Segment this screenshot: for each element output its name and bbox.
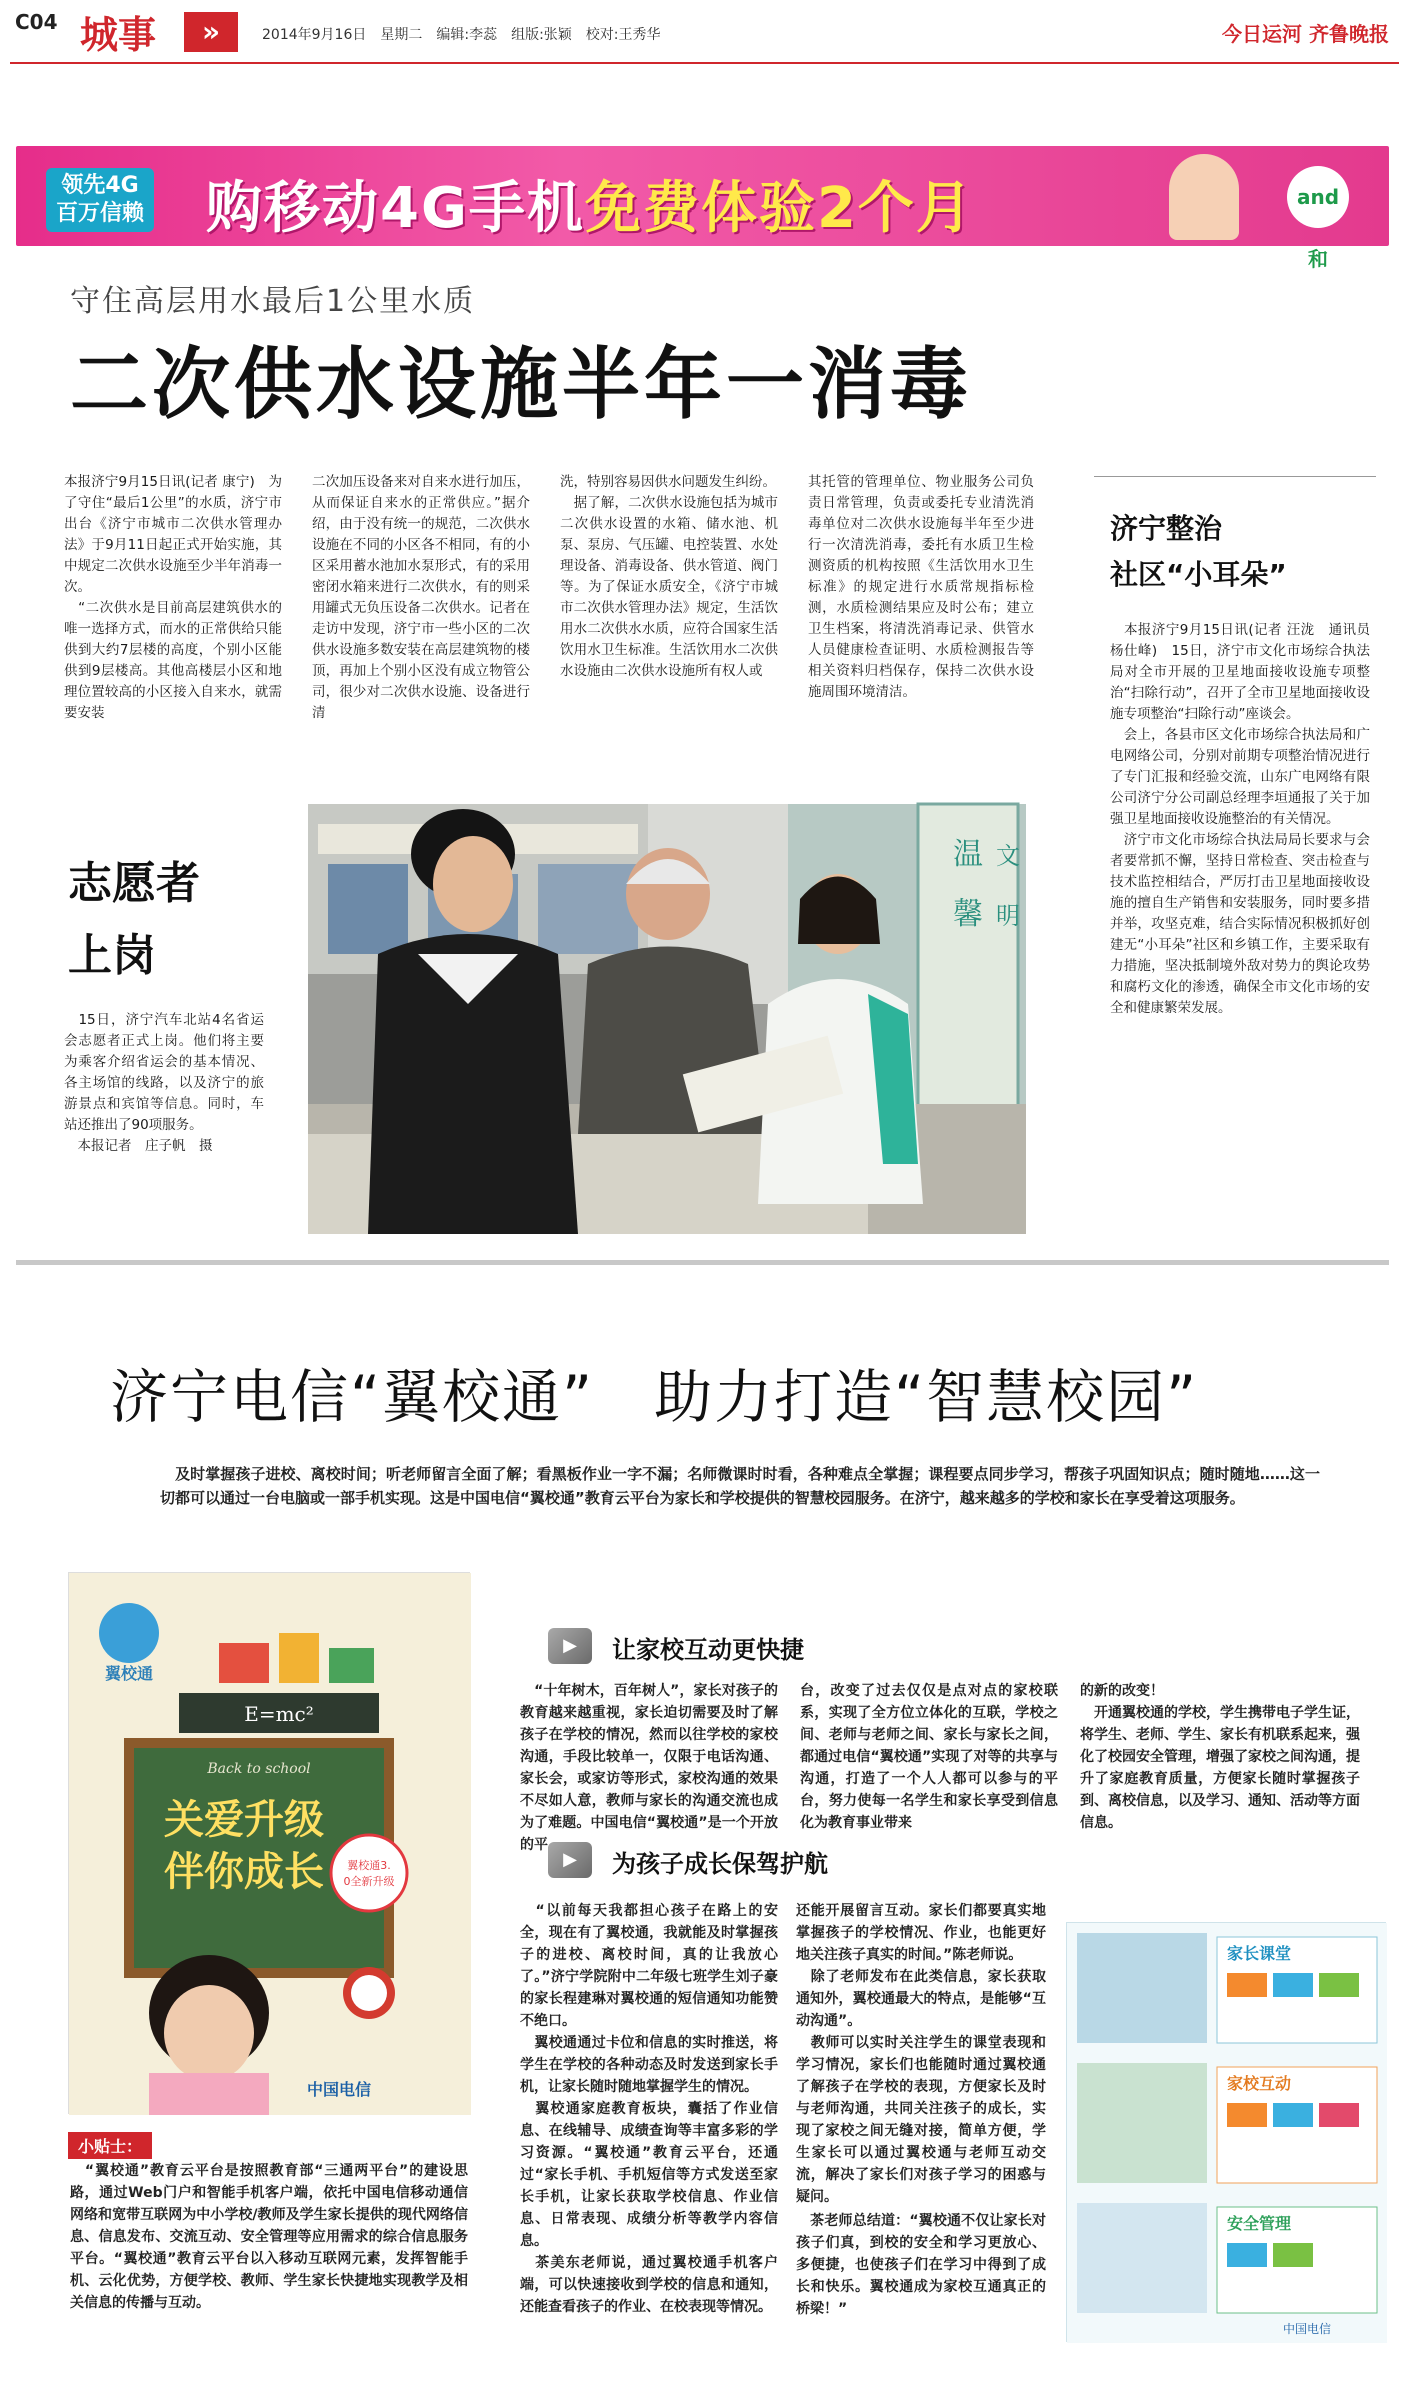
sec2-col-2: 还能开展留言互动。家长们都要真实地掌握孩子的学校情况、作业，也能更好地关注孩子真实的时间。”陈老师说。 除了老师发布在此类信息，家长获取通知外，翼校通最大的特点，是能够“互动沟通”。 教师可以实时关注学生的课堂表现和学习情况，家长们也能随时通过翼校通了解孩子在学校的表现，方便家长及时与老师沟通，共同关注孩子的成长，实现了家校之间无缝对接，简单方便，学生家长可以通过翼校通与老师互动交流，解决了家长们对孩子学习的困惑与疑问。: [796, 1903, 1046, 2205]
volunteer-caption: 15日，济宁汽车北站4名省运会志愿者正式上岗。他们将主要为乘客介绍省运会的基本情况、各主场馆的线路，以及济宁的旅游景点和宾馆等信息。同时，车站还推出了90项服务。 本报记者 庄子帆 摄: [64, 1012, 264, 1154]
volunteer-title-line2: 上岗: [68, 930, 156, 981]
section-bullet-icon: ▶: [548, 1628, 592, 1664]
sidebar-title: [1110, 506, 1287, 598]
ad-lead-line1: 领先4G: [61, 173, 139, 198]
tip-text: “翼校通”教育云平台是按照教育部“三通两平台”的建设思路，通过Web门户和智能手机客户端，依托中国电信移动通信网络和宽带互联网为中小学校/教师及学生家长提供的现代网络信息、信息发布、交流互动、安全管理等应用需求的综合信息服务平台。“翼校通”教育云平台以入移动互联网元素，发挥智能手机、云化优势，方便学校、教师、学生家长快捷地实现教学及相关信息的传播与互动。: [70, 2163, 468, 2311]
article1-col-2: 二次加压设备来对自来水进行加压，从而保证自来水的正常供应。”据介绍，由于没有统一的规范，二次供水设施在不同的小区各不相同，有的小区采用蓄水池加水泵形式，有的采用密闭水箱来进行二次供水，有的则采用罐式无负压设备二次供水。记者在走访中发现，济宁市一些小区的二次供水设施多数安装在高层建筑物的楼顶，再加上个别小区没有成立物管公司，很少对二次供水设施、设备进行清: [312, 474, 530, 721]
volunteer-photo: [308, 804, 1026, 1234]
sec2-col-1: “以前每天我都担心孩子在路上的安全，现在有了翼校通，我就能及时掌握孩子的进校、离校时间，真的让我放心了。”济宁学院附中二年级七班学生刘子豪的家长程建琳对翼校通的短信通知功能赞不绝口。 翼校通通过卡位和信息的实时推送，将学生在学校的各种动态及时发送到家长手机，让家长随时随地掌握学生的情况。 翼校通家庭教育板块，囊括了作业信息、在线辅导、成绩查询等丰富多彩的学习资源。“翼校通”教育云平台，还通过“家长手机、手机短信等方式发送至家长手机，让家长获取学校信息、作业信息、日常表现、成绩分析等教学内容信息。 茶美东老师说，通过翼校通手机客户端，可以快速接收到学校的信息和通知，还能查看孩子的作业、在校表现等情况。: [520, 1903, 778, 2315]
sec1-col-2: 台，改变了过去仅仅是点对点的家校联系，实现了全方位立体化的互联，学校之间、老师与老师之间、家长与家长之间，都通过电信“翼校通”实现了对等的共享与沟通，打造了一个人人都可以参与的平台，努力使每一名学生和家长享受到信息化为教育事业带来: [800, 1683, 1058, 1831]
ad-headline: [206, 164, 974, 244]
poster-main-line1: 关爱升级: [164, 1797, 324, 1843]
poster-formula: E=mc²: [244, 1702, 314, 1726]
photo-banner-char-2: 馨: [953, 897, 983, 932]
photo-scene: [308, 804, 1026, 1234]
sec2-title: 为孩子成长保驾护航: [612, 1850, 828, 1878]
photo-banner-char-3: 文: [996, 842, 1020, 870]
poster-tag-line1: 翼校通3.: [347, 1859, 391, 1872]
section-arrow-icon: »: [184, 12, 238, 52]
ad-lead-badge: [46, 168, 154, 232]
poster-tag-line2: 0全新升级: [343, 1875, 395, 1888]
sec1-title: 让家校互动更快捷: [612, 1636, 804, 1664]
sec2-col-3: 茶老师总结道：“翼校通不仅让家长对孩子们真，到校的安全和学习更放心、多便捷，也使孩子们在学习中得到了成长和快乐。翼校通成为家校互通真正的桥梁！”: [796, 2213, 1046, 2317]
article1-col-1: 本报济宁9月15日讯(记者 康宁) 为了守住“最后1公里”的水质，济宁市出台《济宁市城市二次供水管理办法》于9月11日起正式开始实施，其中规定二次供水设施至少半年消毒一次。 “二次供水是目前高层建筑供水的唯一选择方式，而水的正常供给只能供到大约7层楼的高度，个别小区能供到9层楼高。其他高楼层小区和地理位置较高的小区接入自来水，就需要安装: [64, 474, 282, 721]
masthead: 今日运河 齐鲁晚报: [1222, 22, 1389, 46]
ad-lead-line2: 百万信赖: [56, 201, 145, 226]
article2-intro: 及时掌握孩子进校、离校时间；听老师留言全面了解；看黑板作业一字不漏；名师微课时时看，各种难点全掌握；课程要点同步学习，帮孩子巩固知识点；随时随地……这一切都可以通过一台电脑或一部手机实现。这是中国电信“翼校通”教育云平台为家长和学校提供的智慧校园服务。在济宁，越来越多的学校和家长在享受着这项服务。: [160, 1465, 1320, 1507]
photo-banner-char-1: 温: [953, 837, 983, 872]
sidebar-title-line1: 济宁整治: [1110, 512, 1223, 545]
sidebar-rule: [1094, 476, 1376, 477]
section-title: 城事: [80, 12, 157, 57]
poster-main-line2: 伴你成长: [164, 1849, 324, 1895]
yixiaotong-features-image: [1066, 1922, 1386, 2342]
poster-brand: 翼校通: [104, 1664, 154, 1683]
mobile-ad-banner[interactable]: [16, 146, 1389, 271]
feature-label-1: 家长课堂: [1227, 1944, 1292, 1963]
volunteer-title: [68, 848, 200, 992]
features-art: [1067, 1923, 1387, 2343]
sec1-col-3: 的新的改变！ 开通翼校通的学校，学生携带电子学生证，将学生、老师、学生、家长有机联系起来，强化了校园安全管理，增强了家校之间沟通，提升了家庭教育质量，方便家长随时掌握孩子到、离校信息，以及学习、通知、活动等方面信息。: [1080, 1683, 1360, 1831]
section-bullet-icon: ▶: [548, 1842, 592, 1878]
article1-title: 二次供水设施半年一消毒: [70, 340, 973, 430]
ad-headline-highlight: 免费体验2个月: [584, 176, 974, 241]
article1-col-4: 其托管的管理单位、物业服务公司负责日常管理，负责或委托专业清洗消毒单位对二次供水设施每半年至少进行一次清洗消毒，委托有水质卫生检测资质的机构按照《生活饮用水卫生标准》的规定进行水质常规指标检测，水质检测结果应及时公布；建立卫生档案，将清洗消毒记录、供管水人员健康检查证明、水质检测报告等相关资料归档保存，保持二次供水设施周围环境清洁。: [808, 474, 1034, 700]
feature-label-2: 家校互动: [1227, 2074, 1292, 2093]
tip-label: 小贴士：: [68, 2132, 152, 2159]
header-rule: [10, 62, 1399, 64]
article1-subtitle: 守住高层用水最后1公里水质: [70, 284, 476, 319]
ad-headline-pre: 购移动4G手机: [206, 176, 585, 241]
volunteer-title-line1: 志愿者: [68, 858, 200, 909]
and-logo: and和: [1287, 166, 1349, 228]
page-number: C04: [15, 10, 58, 34]
poster-back-to-school: Back to school: [207, 1761, 311, 1777]
article2-title: 济宁电信“翼校通” 助力打造“智慧校园”: [110, 1363, 1199, 1431]
poster-art: [69, 1573, 471, 2115]
section-divider: [16, 1260, 1389, 1265]
sidebar-title-line2: 社区“小耳朵”: [1110, 558, 1287, 591]
issue-meta: 2014年9月16日 星期二 编辑:李蕊 组版:张颖 校对:王秀华: [262, 27, 661, 43]
features-telecom: 中国电信: [1282, 2322, 1332, 2336]
ad-spokesperson-image: [1169, 154, 1239, 240]
sidebar-body: 本报济宁9月15日讯(记者 汪泷 通讯员 杨仕峰) 15日，济宁市文化市场综合执法局对全市开展的卫星地面接收设施专项整治“扫除行动”，召开了全市卫星地面接收设施专项整治“扫除行动”座谈会。 会上，各县市区文化市场综合执法局和广电网络公司，分别对前期专项整治情况进行了专门汇报和经验交流，山东广电网络有限公司济宁分公司副总经理李垣通报了关于加强卫星地面接收设施整治的有关情况。 济宁市文化市场综合执法局局长要求与会者要常抓不懈，坚持日常检查、突击检查与技术监控相结合，严厉打击卫星地面接收设施的擅自生产销售和安装服务，同时要多措并举，攻坚克难，结合实际情况积极抓好创建无“小耳朵”社区和乡镇工作，主要采取有力措施，坚决抵制境外敌对势力的舆论攻势和腐朽文化的渗透，确保全市文化市场的安全和健康繁荣发展。: [1110, 622, 1370, 1016]
article1-col-3: 洗，特别容易因供水问题发生纠纷。 据了解，二次供水设施包括为城市二次供水设置的水箱、储水池、机泵、泵房、气压罐、电控装置、水处理设备、消毒设备、供水管道、阀门等。为了保证水质安全，《济宁市城市二次供水管理办法》规定，生活饮用水二次供水水质，应符合国家生活饮用水卫生标准。生活饮用水二次供水设施由二次供水设施所有权人或: [560, 474, 778, 679]
sec1-col-1: “十年树木，百年树人”，家长对孩子的教育越来越重视，家长迫切需要及时了解孩子在学校的情况，然而以往学校的家校沟通，手段比较单一，仅限于电话沟通、家长会，或家访等形式，家校沟通的效果不尽如人意，教师与家长的沟通交流也成为了难题。中国电信“翼校通”是一个开放的平: [520, 1683, 778, 1853]
yixiaotong-poster: [68, 1572, 470, 2114]
photo-banner-char-4: 明: [996, 902, 1020, 930]
feature-label-3: 安全管理: [1227, 2214, 1292, 2233]
poster-telecom: 中国电信: [306, 2080, 372, 2099]
